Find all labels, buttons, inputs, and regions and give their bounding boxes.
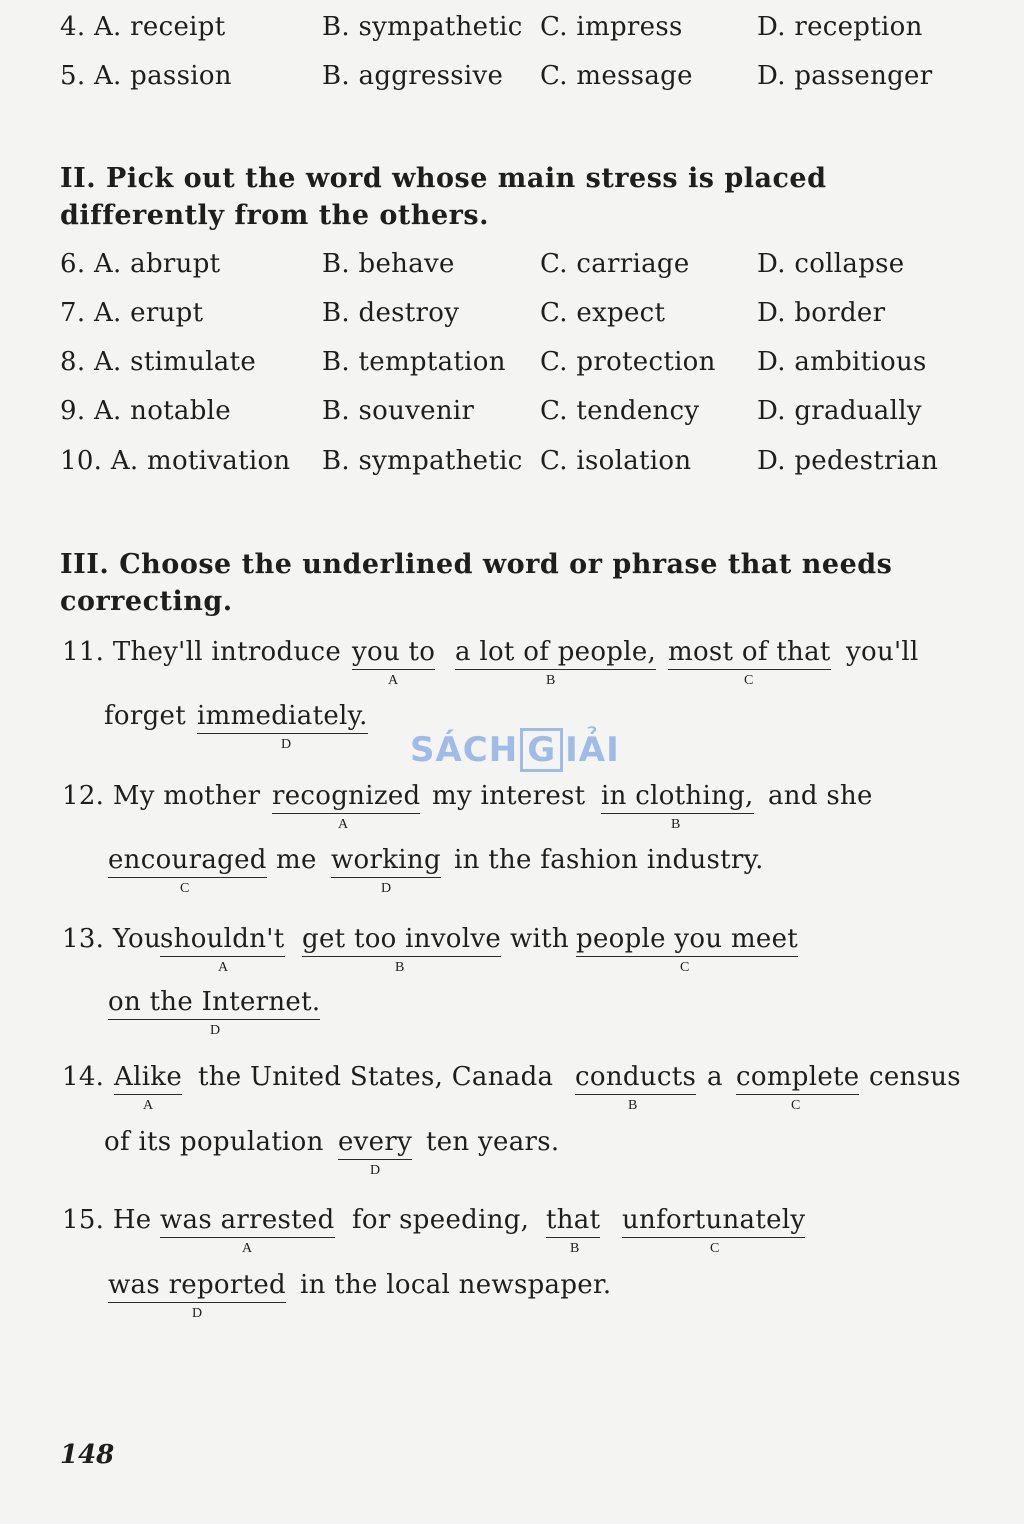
underlined-option-a[interactable]: was arrested [160,1205,335,1238]
marker-b: B [395,960,405,975]
question-text: you'll [846,637,919,667]
question-text: the United States, Canada [198,1062,554,1092]
option-b: B. temptation [322,347,506,377]
question-13-line-2 [0,987,1024,1047]
marker-c: C [791,1098,801,1113]
marker-c: C [744,673,754,688]
underlined-option-a[interactable]: Alike [114,1062,182,1095]
question-15-line-1 [0,1205,1024,1265]
question-text: in the fashion industry. [454,845,764,875]
option-a: 5. A. passion [60,61,232,91]
question-12-line-2 [0,845,1024,905]
option-a: 4. A. receipt [60,12,226,42]
underlined-option-c[interactable]: most of that [668,637,831,670]
option-d: D. pedestrian [757,446,939,476]
marker-d: D [192,1306,203,1321]
option-d: D. reception [757,12,923,42]
option-c: C. tendency [540,396,700,426]
underlined-option-c[interactable]: encouraged [108,845,267,878]
option-b: B. sympathetic [322,12,523,42]
option-c: C. carriage [540,249,690,279]
option-d: D. passenger [757,61,933,91]
question-text: ten years. [426,1127,560,1157]
question-text: 12. My mother [62,781,261,811]
marker-a: A [242,1241,253,1256]
question-15-line-2 [0,1270,1024,1330]
underlined-option-d[interactable]: every [338,1127,412,1160]
marker-c: C [710,1241,720,1256]
underlined-option-d[interactable]: immediately. [197,701,368,734]
question-text: 15. He [62,1205,152,1235]
option-d: D. collapse [757,249,905,279]
question-12-line-1 [0,781,1024,841]
option-b: B. behave [322,249,455,279]
option-c: C. isolation [540,446,692,476]
question-row-4 [0,12,1024,52]
option-a: 8. A. stimulate [60,347,257,377]
question-text: census [869,1062,961,1092]
option-c: C. message [540,61,693,91]
question-text: my interest [432,781,586,811]
question-text: forget [104,701,186,731]
option-d: D. border [757,298,886,328]
option-b: B. souvenir [322,396,475,426]
marker-a: A [338,817,349,832]
question-text: of its population [104,1127,324,1157]
marker-d: D [210,1023,221,1038]
watermark-logo [410,728,620,772]
watermark-text: IẢI [565,730,620,770]
question-text: and she [768,781,873,811]
question-14-line-2 [0,1127,1024,1187]
marker-a: A [388,673,399,688]
question-text: for speeding, [352,1205,530,1235]
option-c: C. protection [540,347,716,377]
question-text: with [510,924,569,954]
marker-b: B [628,1098,638,1113]
marker-c: C [680,960,690,975]
marker-b: B [546,673,556,688]
underlined-option-b[interactable]: conducts [575,1062,696,1095]
underlined-option-a[interactable]: you to [352,637,435,670]
question-text: a [707,1062,723,1092]
option-a: 6. A. abrupt [60,249,221,279]
question-row-10 [0,446,1024,486]
question-row-9 [0,396,1024,436]
marker-d: D [370,1163,381,1178]
underlined-option-b[interactable]: that [546,1205,600,1238]
option-b: B. aggressive [322,61,504,91]
underlined-option-b[interactable]: in clothing, [601,781,754,814]
marker-a: A [218,960,229,975]
question-11-line-1 [0,637,1024,697]
question-text: 11. They'll introduce [62,637,342,667]
question-14-line-1 [0,1062,1024,1122]
underlined-option-c[interactable]: people you meet [576,924,798,957]
question-text: me [276,845,317,875]
marker-c: C [180,881,190,896]
underlined-option-c[interactable]: complete [736,1062,859,1095]
watermark-text: G [520,728,563,772]
option-d: D. gradually [757,396,922,426]
marker-d: D [381,881,392,896]
underlined-option-b[interactable]: get too involve [302,924,501,957]
marker-d: D [281,737,292,752]
underlined-option-d[interactable]: was reported [108,1270,286,1303]
option-c: C. expect [540,298,666,328]
underlined-option-c[interactable]: unfortunately [622,1205,805,1238]
question-row-5 [0,61,1024,101]
marker-a: A [143,1098,154,1113]
question-text: in the local newspaper. [300,1270,612,1300]
option-c: C. impress [540,12,683,42]
option-b: B. sympathetic [322,446,523,476]
underlined-option-d[interactable]: working [331,845,441,878]
page-number: 148 [60,1440,115,1470]
question-text: 13. You [62,924,162,954]
underlined-option-a[interactable]: shouldn't [160,924,285,957]
section-3-heading: III. Choose the underlined word or phrase that needs correcting. [60,549,893,617]
underlined-option-b[interactable]: a lot of people, [455,637,656,670]
question-row-8 [0,347,1024,387]
marker-b: B [671,817,681,832]
option-a: 10. A. motivation [60,446,291,476]
question-row-6 [0,249,1024,289]
underlined-option-a[interactable]: recognized [272,781,420,814]
question-row-7 [0,298,1024,338]
section-2-heading: II. Pick out the word whose main stress is placed differently from the others. [60,163,827,231]
option-a: 9. A. notable [60,396,231,426]
question-text: 14. [62,1062,105,1092]
marker-b: B [570,1241,580,1256]
option-d: D. ambitious [757,347,927,377]
underlined-option-d[interactable]: on the Internet. [108,987,320,1020]
watermark-text: SÁCH [410,730,519,770]
option-b: B. destroy [322,298,460,328]
option-a: 7. A. erupt [60,298,204,328]
question-13-line-1 [0,924,1024,984]
